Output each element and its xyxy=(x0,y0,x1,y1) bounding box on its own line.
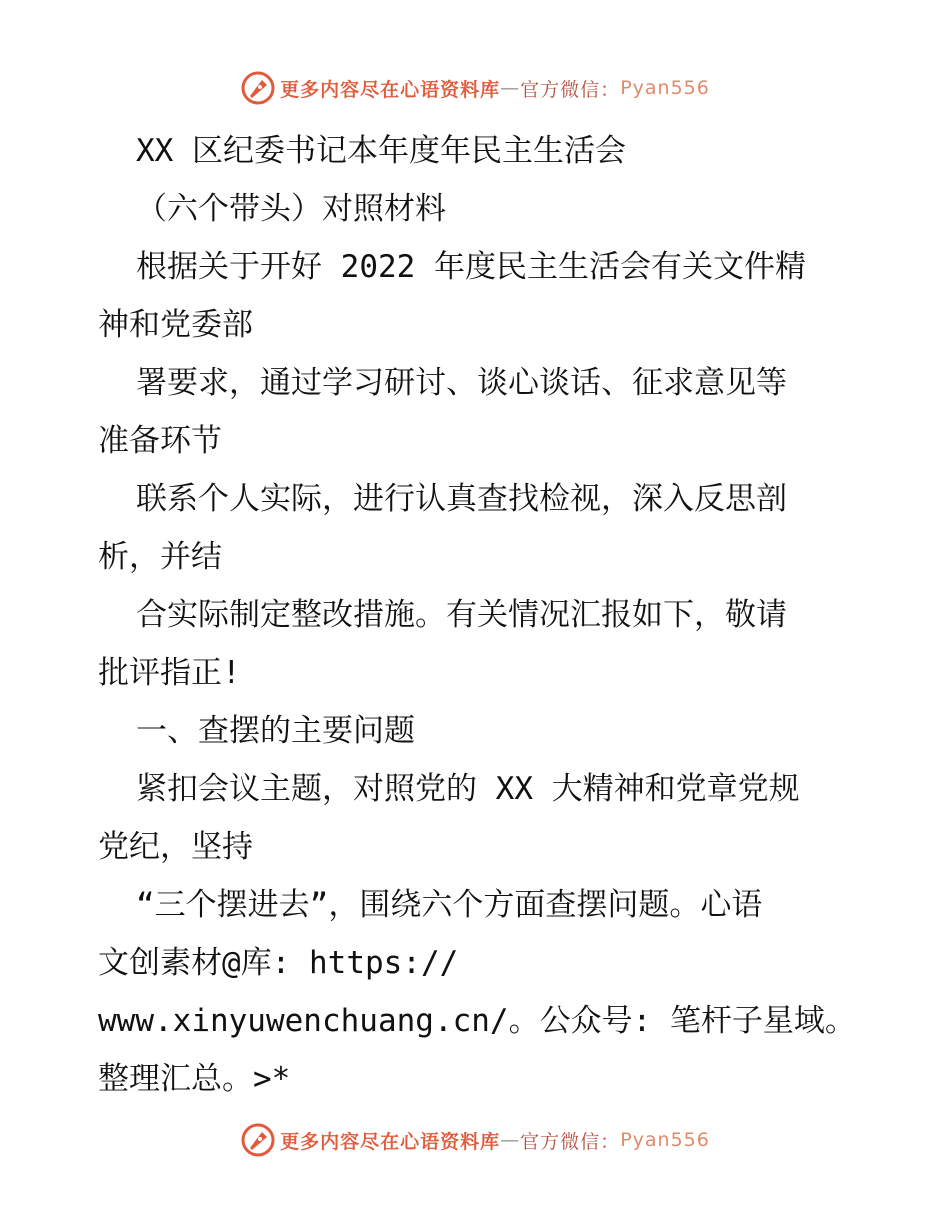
doc-line: 党纪，坚持 xyxy=(98,829,253,865)
doc-title-line-1: XX 区纪委书记本年度年民主生活会 xyxy=(136,133,626,169)
doc-line: 文创素材@库: https:// xyxy=(98,945,459,981)
doc-line: 署要求，通过学习研讨、谈心谈话、征求意见等 xyxy=(136,365,787,401)
doc-line: 整理汇总。>* xyxy=(98,1061,291,1097)
watermark-wechat-id: Pyan556 xyxy=(620,1129,710,1151)
doc-line: 析，并结 xyxy=(98,539,222,575)
doc-line: 批评指正! xyxy=(98,655,241,691)
doc-title-line-2: （六个带头）对照材料 xyxy=(136,191,446,227)
section-heading: 一、查摆的主要问题 xyxy=(136,713,415,749)
doc-line: 合实际制定整改措施。有关情况汇报如下，敬请 xyxy=(136,597,787,633)
watermark-wechat-label: 官方微信： xyxy=(520,78,621,101)
doc-line: “三个摆进去”，围绕六个方面查摆问题。心语 xyxy=(136,887,763,923)
doc-line: 根据关于开好 2022 年度民主生活会有关文件精 xyxy=(136,249,806,285)
watermark-text: 更多内容尽在心语资料库 xyxy=(280,78,501,101)
doc-line: 准备环节 xyxy=(98,423,222,459)
pen-nib-circle-icon xyxy=(240,70,276,106)
watermark-separator: — xyxy=(500,1129,521,1151)
doc-line: 神和党委部 xyxy=(98,307,253,343)
pen-nib-circle-icon xyxy=(240,1122,276,1158)
document-body xyxy=(98,122,858,1108)
footer-watermark xyxy=(0,1122,950,1158)
doc-line: 紧扣会议主题，对照党的 XX 大精神和党章党规 xyxy=(136,771,800,807)
doc-line: www.xinyuwenchuang.cn/。公众号: 笔杆子星域。 xyxy=(98,1003,856,1039)
watermark-text: 更多内容尽在心语资料库 xyxy=(280,1130,501,1153)
watermark-wechat-id: Pyan556 xyxy=(620,77,710,99)
doc-line: 联系个人实际，进行认真查找检视，深入反思剖 xyxy=(136,481,787,517)
watermark-separator: — xyxy=(500,77,521,99)
header-watermark xyxy=(0,70,950,106)
watermark-wechat-label: 官方微信： xyxy=(520,1130,621,1153)
